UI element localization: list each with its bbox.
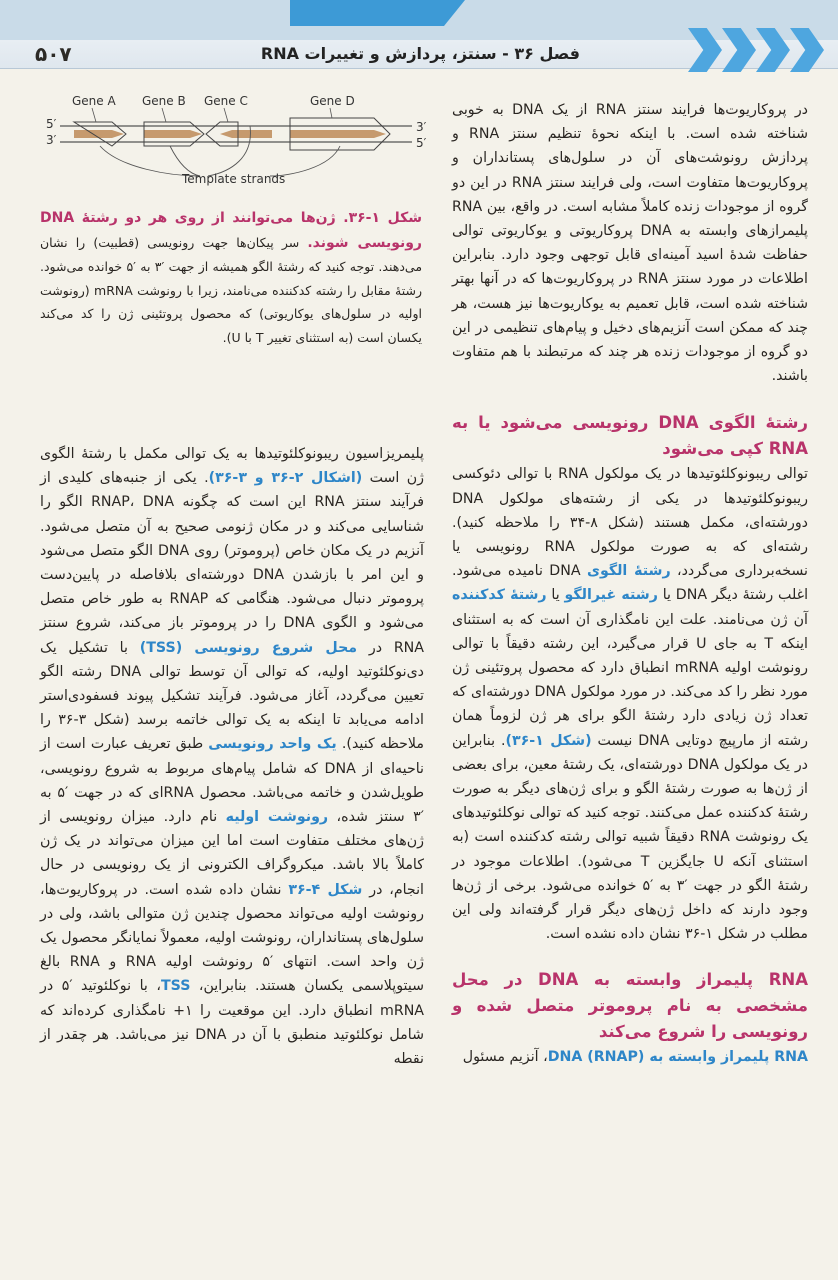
body-paragraph: RNA پلیمراز وابسته به DNA (RNAP)، آنزیم مسئول <box>462 1048 808 1065</box>
strand-end-label: 3′ <box>416 120 427 134</box>
keyword-term: TSS <box>160 978 191 995</box>
keyword-term: رشتهٔ الگوی <box>586 563 671 580</box>
figure-reference: (اشکال ۲-۳۶ و ۳-۳۶) <box>208 470 363 487</box>
section-heading: RNA پلیمراز وابسته به DNA در محل مشخصی به نام پروموتر متصل شده و رونویسی را شروع می‌کند <box>452 969 808 1041</box>
intro-paragraph: در پروکاریوت‌ها فرایند سنتز RNA از یک DNA به خوبی شناخته شده است. با اینکه نحوهٔ تنظیم سنتز RNA و پردازش رونوشت‌های آن در سلول‌های پستانداران و پروکاریوت‌ها متفاوت است، ولی فرایند سنتز RNA در این دو گروه از موجودات زنده کاملاً مشابه است. در واقع، بین RNA پلیمرازهای وابسته به DNA پروکاریوتی و یوکاریوتی توالی حفاظت شدهٔ اسید آمینه‌ای قابل توجهی وجود دارد. بنابراین اطلاعات در مورد سنتز RNA در پروکاریوت‌ها که در آنها بهتر شناخته شده است، قابل تعمیم به یوکاریوت‌ها نیز هست، هر چند که ممکن است آنزیم‌های دخیل و پیام‌های تنظیمی در این دو گروه از موجودات زنده هر چند که مرتبطند با هم متفاوت باشند. <box>452 102 809 385</box>
keyword-term: RNA پلیمراز وابسته به DNA (RNAP) <box>547 1048 808 1065</box>
gene-a-bar <box>74 130 124 138</box>
gene-b-bar <box>144 130 202 138</box>
gene-d-bar <box>290 130 386 138</box>
keyword-term: رشته غیرالگو <box>564 587 658 604</box>
left-column <box>40 442 424 1071</box>
figure-reference: (شکل ۱-۳۶) <box>505 732 592 749</box>
keyword-term: رشتهٔ کدکننده <box>452 587 547 604</box>
template-strands-label: Template strands <box>182 172 286 186</box>
gene-b-label: Gene B <box>142 94 186 108</box>
strand-end-label: 5′ <box>46 117 57 131</box>
gene-d-label: Gene D <box>310 94 355 108</box>
strand-end-label: 3′ <box>46 133 57 147</box>
chapter-title: فصل ۳۶ - سنتز، پردازش و تغییرات RNA <box>260 44 580 63</box>
gene-strand-figure <box>40 88 440 198</box>
keyword-term: یک واحد رونویسی <box>208 736 337 753</box>
keyword-term: محل شروع رونویسی (TSS) <box>139 639 358 656</box>
body-paragraph: توالی ریبونوکلئوتیدها در یک مولکول RNA با توالی دئوکسی ریبونوکلئوتیدها در یکی از رشته‌های مولکول DNA دورشته‌ای، مکمل هستند (شکل ۸-۳۴ را ملاحظه کنید). رشته‌ای که به صورت مولکول RNA رونویسی یا نسخه‌برداری می‌گردد، رشتهٔ الگوی DNA نامیده می‌شود. اغلب رشتهٔ دیگر DNA یا رشته غیرالگو یا رشتهٔ کدکننده آن ژن می‌نامند. علت این نامگذاری آن است که به استثنای اینکه T به جای U قرار می‌گیرد، این رشته دقیقاً با توالی رونوشت اولیه mRNA انطباق دارد که محصول پروتئینی ژن مورد نظر را کد می‌کند. در مورد مولکول DNA دورشته‌ای که تعداد ژن زیادی دارد رشتهٔ الگو برای هر ژن لزوماً همان رشته از مارپیچ دوتایی DNA نیست (شکل ۱-۳۶). بنابراین در یک مولکول DNA دورشته‌ای، یک رشتهٔ معین، برای بعضی از ژن‌ها به صورت رشتهٔ الگو و برای ژن‌های دیگر به صورت رشتهٔ کدکننده عمل می‌کنند. توجه کنید که توالی نوکلئوتیدهای یک رونوشت RNA دقیقاً شبیه توالی رشته کدکننده است (به استثنای آنکه U جایگزین T می‌شود). اطلاعات موجود در رشتهٔ الگو در جهت ′۳ به ′۵ خوانده می‌شود. برخی از ژن‌ها وجود دارند که داخل ژن‌های دیگر قرار گرفته‌اند ولی این مطلب در شکل ۱-۳۶ نشان داده نشده است. <box>452 466 809 943</box>
figure-caption-title: شکل ۱-۳۶. ژن‌ها می‌توانند از روی هر دو رشتهٔ DNA رونویسی شوند. <box>40 210 423 251</box>
gene-c-bar <box>220 130 272 138</box>
gene-c-label: Gene C <box>204 94 248 108</box>
figure-reference: شکل ۴-۳۶ <box>288 881 363 898</box>
body-paragraph: پلیمریزاسیون ریبونوکلئوتیدها به یک توالی مکمل با رشتهٔ الگوی ژن است (اشکال ۲-۳۶ و ۳-۳۶). یکی از جنبه‌های کلیدی از فرآیند سنتز RNA این است که چگونه RNAP، DNA الگو را شناسایی می‌کند و در مکان ژنومی صحیح به آن متصل می‌شود. آنزیم در یک مکان خاص (پروموتر) روی DNA الگو متصل می‌شود و این امر با بازشدن DNA دورشته‌ای بلافاصله در پایین‌دست پروموتر دنبال می‌شود. هنگامی که RNAP به طور خاص متصل می‌شود و الگوی DNA را در پروموتر باز می‌کند، شروع سنتز RNA در محل شروع رونویسی (TSS) با تشکیل یک دی‌نوکلئوتید اولیه، که توالی آن توسط توالی DNA رشته الگو تعیین می‌گردد، آغاز می‌شود. فرآیند تشکیل پیوند فسفودی‌استر ادامه می‌یابد تا اینکه به یک توالی خاتمه برسد (شکل ۳-۳۶ را ملاحظه کنید). یک واحد رونویسی طبق تعریف عبارت است از ناحیه‌ای از DNA که شامل پیام‌های مربوط به شروع رونویسی، طویل‌شدن و خاتمه می‌باشد. محصول RNAای که در جهت ′۵ به ′۳ سنتز شده، رونوشت اولیه نام دارد. میزان رونویسی از ژن‌های مختلف متفاوت است اما این میزان می‌تواند در یک ژن کاملاً بالا باشد. میکروگراف الکترونی از یک رونویسی در حال انجام، در شکل ۴-۳۶ نشان داده شده است. در پروکاریوت‌ها، رونوشت اولیه می‌تواند محصول چندین ژن متوالی باشد، ولی در سلول‌های پستانداران، رونوشت اولیه، معمولاً نمایانگر محصول یک ژن واحد است. انتهای ′۵ رونوشت اولیه RNA و RNA بالغ سیتوپلاسمی یکسان هستند. بنابراین، TSS، با نوکلئوتید ′۵ در mRNA انطباق دارد. این موقعیت را ۱+ نامگذاری کرده‌اند که شامل نوکلئوتید منطبق با آن در DNA نیز می‌باشد. هر چقدر از نقطه <box>40 446 425 1068</box>
page-number: ۵۰۷ <box>35 42 72 66</box>
section-heading: رشتهٔ الگوی DNA رونویسی می‌شود یا به RNA کپی می‌شود <box>452 413 808 459</box>
strand-end-label: 5′ <box>416 136 427 150</box>
figure-caption <box>40 206 422 349</box>
header-ribbon <box>290 0 465 26</box>
figure-caption-body: سر پیکان‌ها جهت رونویسی (قطبیت) را نشان می‌دهند. توجه کنید که رشتهٔ الگو همیشه از جهت ′۳ به ′۵ خوانده می‌شود. رشتهٔ مقابل را رشته کدکننده می‌نامند، زیرا با رونوشت mRNA (رونوشت اولیه در سلول‌های یوکاریوتی) که محصول پروتئینی ژن را کد می‌کند یکسان است (به استثنای تغییر T با U). <box>40 234 423 345</box>
right-column <box>452 98 808 1069</box>
gene-a-label: Gene A <box>72 94 116 108</box>
keyword-term: رونوشت اولیه <box>225 809 329 826</box>
